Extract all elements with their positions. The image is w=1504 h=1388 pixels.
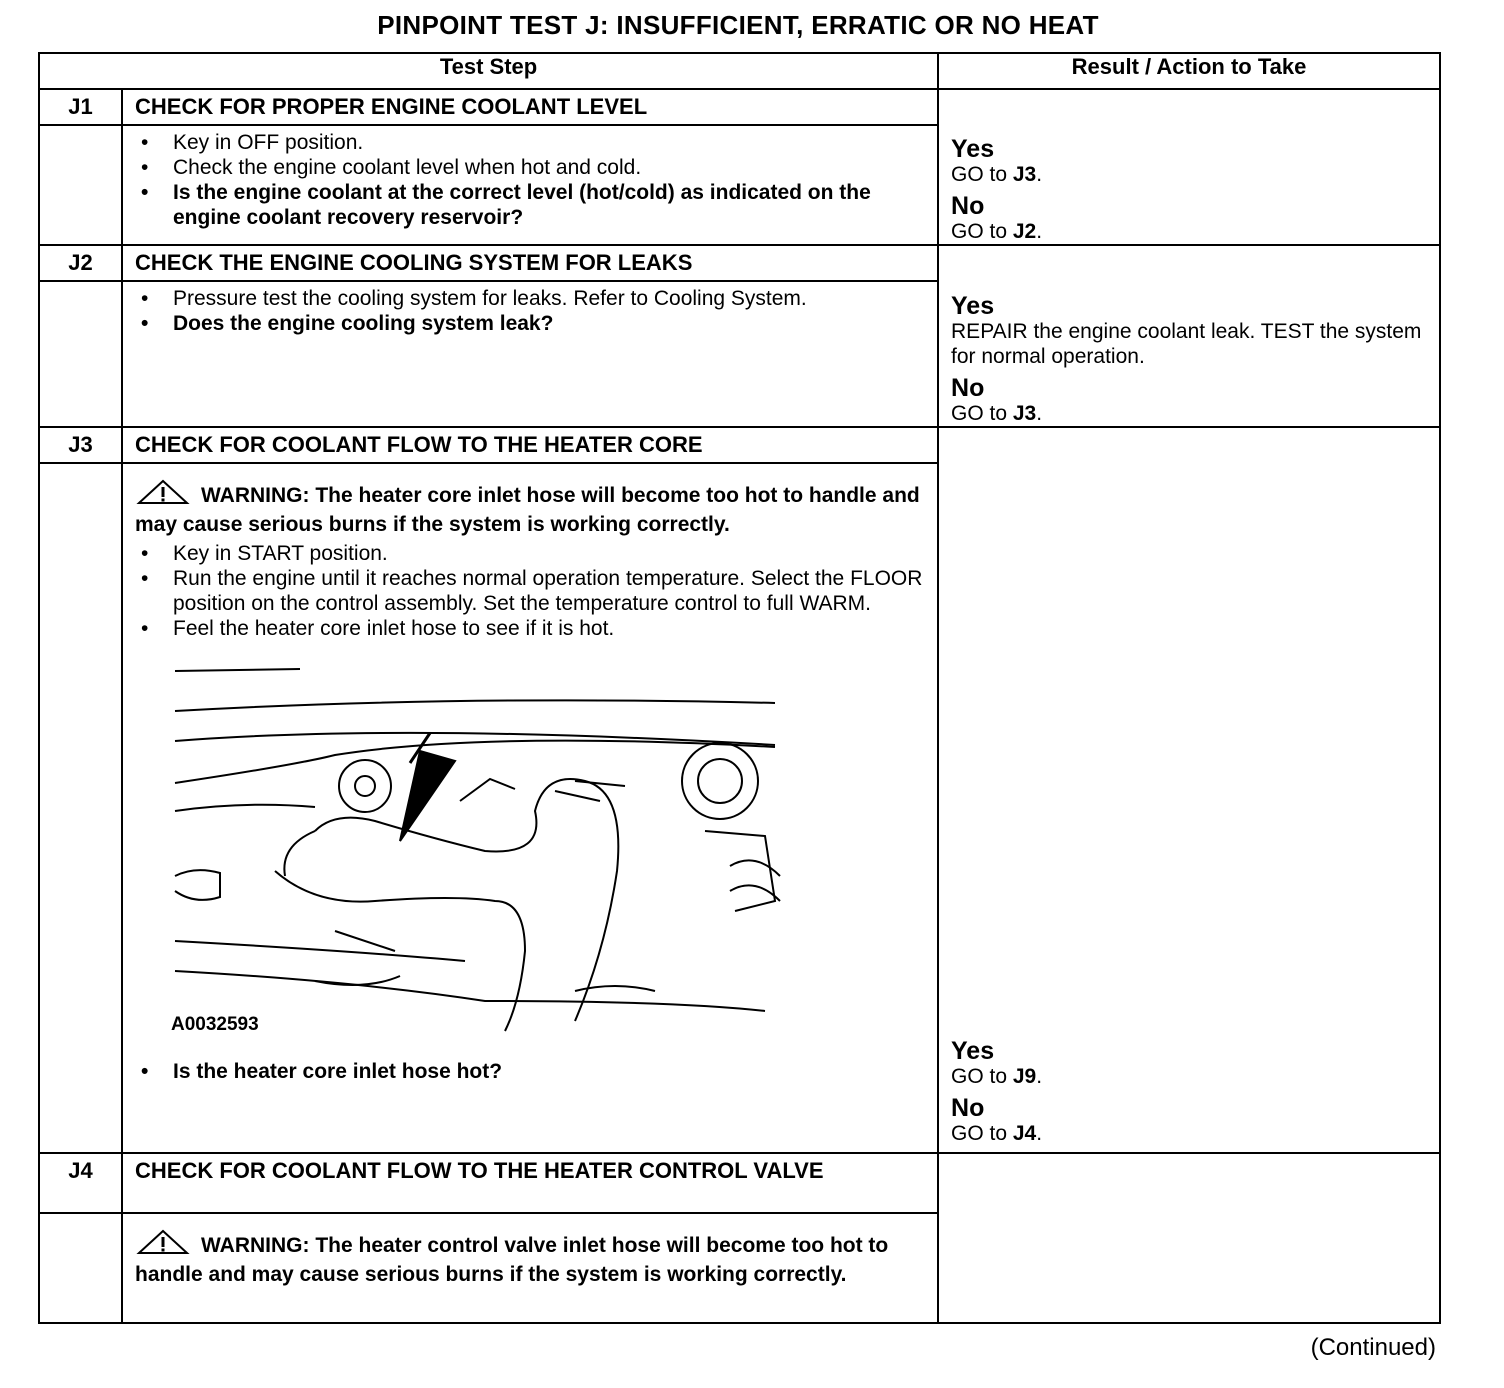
heater-hose-illustration — [155, 661, 795, 1051]
result-answer: No — [951, 374, 985, 402]
page-title: PINPOINT TEST J: INSUFFICIENT, ERRATIC OR NO HEAT — [377, 10, 1099, 40]
result-action: GO to J9. — [951, 1065, 1043, 1088]
result-action: GO to J2. — [951, 220, 1043, 243]
step-title: CHECK FOR COOLANT FLOW TO THE HEATER CONTROL VALVE — [122, 1153, 938, 1213]
step-j1-results — [938, 89, 1440, 245]
bullet-question: • Does the engine cooling system leak? — [135, 311, 927, 336]
result-action: GO to J3. — [951, 402, 1043, 425]
bullet-item: • Feel the heater core inlet hose to see if it is hot. — [135, 616, 927, 641]
step-j4-results — [938, 1153, 1440, 1323]
step-j3-title-row — [39, 427, 1440, 463]
bullet-item: • Run the engine until it reaches normal operation temperature. Select the FLOOR position on the control assembly. Set the temperature control to full WARM. — [135, 566, 927, 616]
step-j2-title-row — [39, 245, 1440, 281]
bullet-item: • Check the engine coolant level when hot and cold. — [135, 155, 927, 180]
bullet-item: • Key in OFF position. — [135, 130, 927, 155]
step-title: CHECK THE ENGINE COOLING SYSTEM FOR LEAKS — [122, 245, 938, 281]
result-answer: Yes — [951, 135, 995, 163]
step-title: CHECK FOR PROPER ENGINE COOLANT LEVEL — [122, 89, 938, 125]
warning-notice: WARNING: The heater control valve inlet hose will become too hot to handle and may cause serious burns if the system is working correctly. — [135, 1228, 927, 1287]
warning-triangle-icon — [135, 478, 191, 512]
figure-label: A0032593 — [171, 1014, 259, 1035]
step-body — [122, 125, 938, 245]
header-result: Result / Action to Take — [938, 53, 1440, 89]
result-action: REPAIR the engine coolant leak. TEST the system for normal operation. — [951, 320, 1422, 368]
continued-note: (Continued) — [1310, 1334, 1436, 1361]
step-j2-results — [938, 245, 1440, 427]
warning-notice: WARNING: The heater core inlet hose will become too hot to handle and may cause serious burns if the system is working correctly. — [135, 478, 927, 537]
bullet-item: • Key in START position. — [135, 541, 927, 566]
bullet-question: • Is the heater core inlet hose hot? — [135, 1059, 927, 1084]
step-id: J4 — [39, 1153, 122, 1213]
bullet-item: • Pressure test the cooling system for leaks. Refer to Cooling System. — [135, 286, 927, 311]
table-header-row — [39, 53, 1440, 89]
bullet-list — [135, 541, 927, 641]
step-body — [122, 463, 938, 1153]
warning-triangle-icon — [135, 1228, 191, 1262]
bullet-list — [135, 130, 927, 230]
step-id: J3 — [39, 427, 122, 463]
step-j4-title-row — [39, 1153, 1440, 1213]
step-id: J1 — [39, 89, 122, 125]
step-j1-title-row — [39, 89, 1440, 125]
bullet-list — [135, 1059, 927, 1084]
result-action: GO to J4. — [951, 1122, 1043, 1145]
step-j3-results — [938, 427, 1440, 1153]
bullet-list — [135, 286, 927, 336]
bullet-question: • Is the engine coolant at the correct level (hot/cold) as indicated on the engine coolant recovery reservoir? — [135, 180, 927, 230]
heater-hose-drawing — [155, 661, 795, 1051]
result-answer: No — [951, 1094, 985, 1122]
step-title: CHECK FOR COOLANT FLOW TO THE HEATER CORE — [122, 427, 938, 463]
result-action: GO to J3. — [951, 163, 1043, 186]
result-answer: Yes — [951, 1037, 995, 1065]
result-answer: Yes — [951, 292, 995, 320]
step-body — [122, 281, 938, 427]
result-answer: No — [951, 192, 985, 220]
pinpoint-test-table — [38, 52, 1441, 1324]
step-id: J2 — [39, 245, 122, 281]
step-body — [122, 1213, 938, 1323]
header-test-step: Test Step — [39, 53, 938, 89]
